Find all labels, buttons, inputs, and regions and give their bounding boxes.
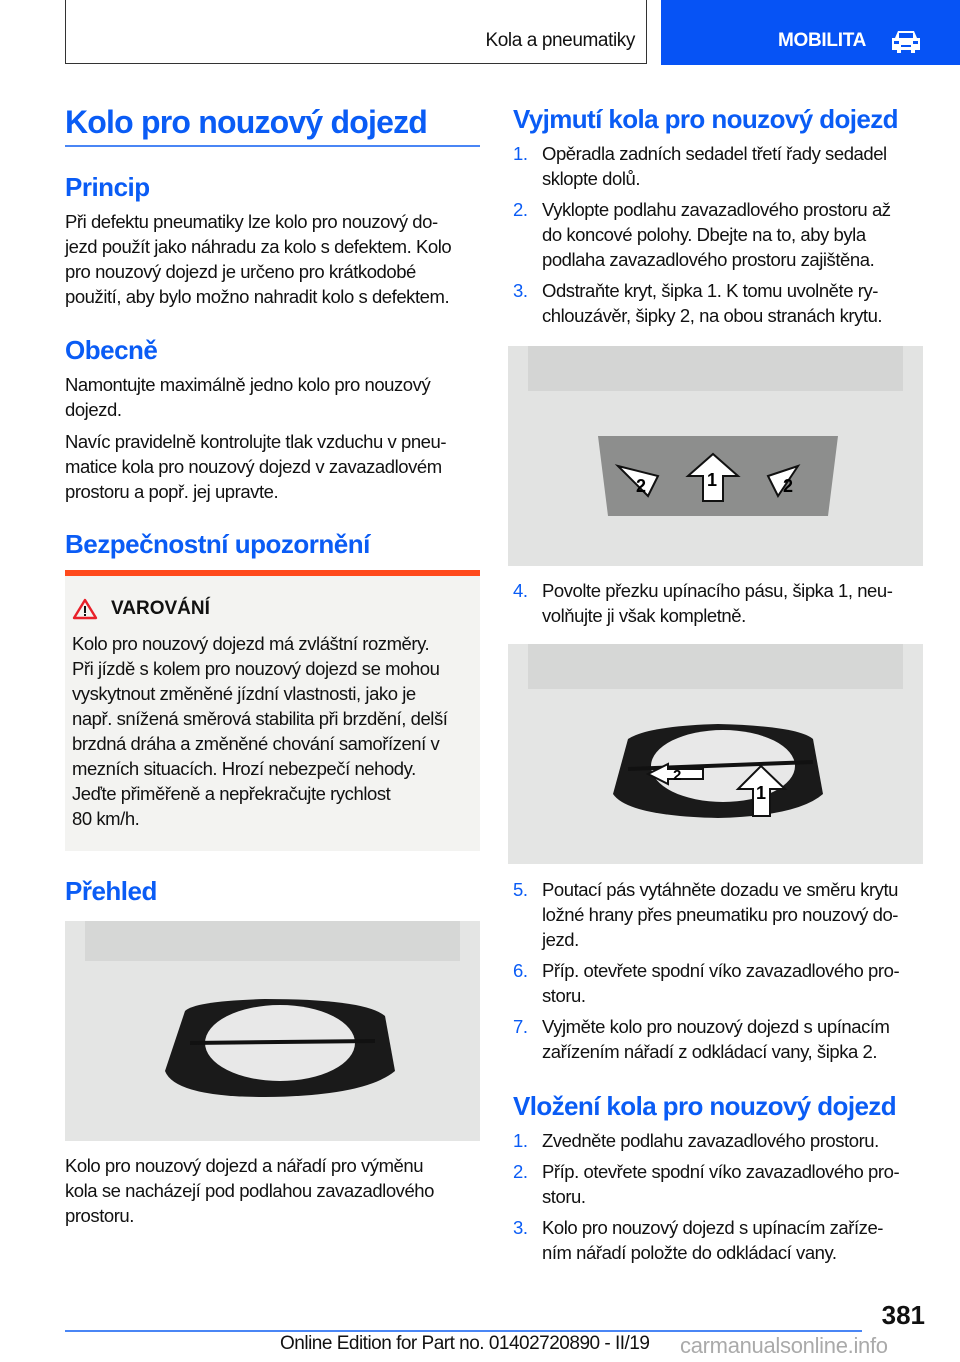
warning-text: Kolo pro nouzový dojezd má zvláštní rozměry. Při jízdě s kolem pro nouzový dojezd se mohou vyskytnout změněné jízdní vlastnosti, jako je např. snížená směrová stabilita při brzdění, delší brzdná dráha a změněné chování samořízení v mezních situacích. Hrozí nebezpečí nehody. Jeďte přiměřeně a nepřekračujte rychlost 80 km/h. <box>72 633 448 829</box>
heading-insert: Vložení kola pro nouzový dojezd <box>513 1091 896 1121</box>
step-number: 7. <box>513 1016 528 1037</box>
overview-image <box>65 921 480 1141</box>
car-icon <box>889 28 923 54</box>
overview-caption: Kolo pro nouzový dojezd a nářadí pro výměnu kola se nacházejí pod podlahou zavazadlového prostoru. <box>65 1155 434 1226</box>
page-title: Kolo pro nouzový dojezd <box>65 104 428 140</box>
remove-steps-a <box>513 141 933 334</box>
arrow-label: 1 <box>707 470 718 490</box>
step-number: 1. <box>513 1130 528 1151</box>
step-number: 2. <box>513 1161 528 1182</box>
obecne-text-2: Navíc pravidelně kontrolujte tlak vzduchu v pneu- matice kola pro nouzový dojezd v zavazadlovém prostoru a popř. jej upravte. <box>65 431 447 502</box>
page-number: 381 <box>881 1300 925 1330</box>
step-number: 3. <box>513 1217 528 1238</box>
obecne-text-1: Namontujte maximálně jedno kolo pro nouzový dojezd. <box>65 374 431 420</box>
step-text: Opěradla zadních sedadel třetí řady sedadel sklopte dolů. <box>542 143 887 189</box>
heading-obecne: Obecně <box>65 335 158 365</box>
cover-removal-image <box>508 346 923 566</box>
step-text: Zvedněte podlahu zavazadlového prostoru. <box>542 1130 879 1151</box>
footer-rule <box>65 1330 862 1332</box>
chapter-tab <box>661 0 960 65</box>
step-text: Příp. otevřete spodní víko zavazadlového pro- storu. <box>542 960 900 1006</box>
step-text: Vyklopte podlahu zavazadlového prostoru až do koncové polohy. Dbejte na to, aby byla podlaha zavazadlového prostoru zajištěna. <box>542 199 891 270</box>
arrow-label: 2 <box>636 476 647 496</box>
warning-label: VAROVÁNÍ <box>111 598 210 619</box>
arrow-label: 2 <box>783 476 794 496</box>
step-item <box>513 578 933 628</box>
heading-remove: Vyjmutí kola pro nouzový dojezd <box>513 104 898 134</box>
heading-princip: Princip <box>65 172 150 202</box>
heading-safety: Bezpečnostní upozornění <box>65 529 370 559</box>
step-text: Příp. otevřete spodní víko zavazadlového pro- storu. <box>542 1161 900 1207</box>
step-number: 5. <box>513 879 528 900</box>
insert-steps <box>513 1128 933 1271</box>
section-title: Kola a pneumatiky <box>485 30 635 51</box>
step-text: Kolo pro nouzový dojezd s upínacím zaříze- ním nářadí položte do odkládací vany. <box>542 1217 884 1263</box>
heading-prehled: Přehled <box>65 876 157 906</box>
step-item <box>513 958 933 1008</box>
step-item <box>513 877 933 952</box>
edition-text: Online Edition for Part no. 01402720890 - II/19 <box>280 1333 650 1354</box>
warning-triangle-icon <box>72 598 98 620</box>
step-text: Odstraňte kryt, šipka 1. K tomu uvolněte ry- chlouzávěr, šipky 2, na obou stranách krytu. <box>542 280 883 326</box>
step-number: 2. <box>513 199 528 220</box>
arrow-label: 1 <box>756 783 767 803</box>
chapter-label: MOBILITA <box>778 30 867 51</box>
step-number: 4. <box>513 580 528 601</box>
arrow-label: 2 <box>673 767 682 784</box>
step-item <box>513 1128 933 1153</box>
princip-text: Při defektu pneumatiky lze kolo pro nouzový do- jezd použít jako náhradu za kolo s defektem. Kolo pro nouzový dojezd je určeno pro krátkodobé použití, aby bylo možno nahradit kolo s defektem. <box>65 211 452 307</box>
step-item <box>513 197 933 272</box>
step-item <box>513 1159 933 1209</box>
title-underline <box>65 145 480 147</box>
step-text: Povolte přezku upínacího pásu, šipka 1, neu- volňujte ji však kompletně. <box>542 580 893 626</box>
step-number: 6. <box>513 960 528 981</box>
step-number: 3. <box>513 280 528 301</box>
step-text: Vyjměte kolo pro nouzový dojezd s upínacím zařízením nářadí z odkládací vany, šipka 2. <box>542 1016 890 1062</box>
step-item <box>513 1014 933 1064</box>
watermark[interactable]: carmanualsonline.info <box>680 1333 888 1358</box>
remove-steps-b <box>513 578 933 634</box>
step-text: Poutací pás vytáhněte dozadu ve směru krytu ložné hrany přes pneumatiku pro nouzový do- jezd. <box>542 879 899 950</box>
remove-steps-c <box>513 877 933 1070</box>
step-number: 1. <box>513 143 528 164</box>
warning-box <box>65 570 480 851</box>
step-item <box>513 278 933 328</box>
step-item <box>513 1215 933 1265</box>
strap-release-image <box>508 644 923 864</box>
step-item <box>513 141 933 191</box>
